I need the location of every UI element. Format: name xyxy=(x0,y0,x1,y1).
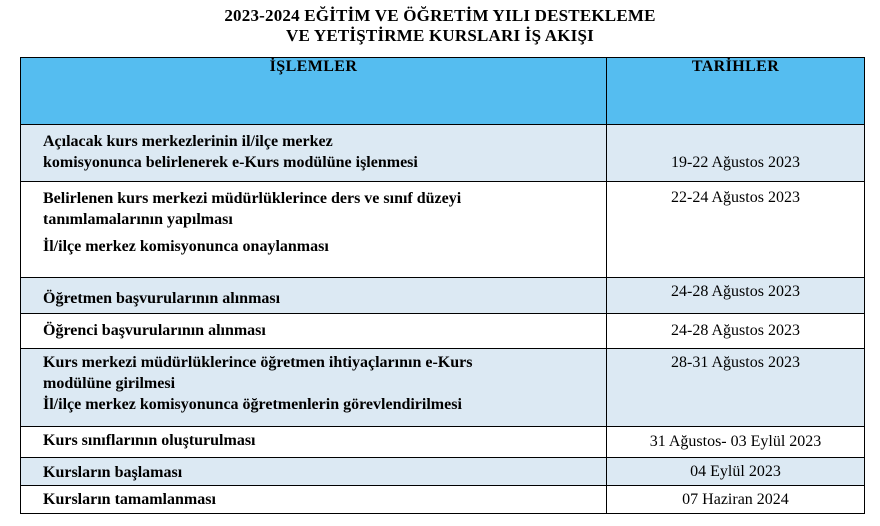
date-cell xyxy=(607,458,865,486)
operation-line: Kurs sınıflarının oluşturulması xyxy=(43,432,256,449)
operation-line: tanımlamalarının yapılması xyxy=(43,211,233,228)
operation-cell xyxy=(21,458,607,486)
date-text: 24-28 Ağustos 2023 xyxy=(671,283,800,300)
operation-line: İl/ilçe merkez komisyonunca onaylanması xyxy=(43,238,329,255)
operation-cell xyxy=(21,182,607,278)
table-row xyxy=(21,458,865,486)
date-text: 31 Ağustos- 03 Eylül 2023 xyxy=(649,433,822,450)
operation-line: İl/ilçe merkez komisyonunca öğretmenlerin görevlendirilmesi xyxy=(43,396,462,413)
date-text: 24-28 Ağustos 2023 xyxy=(671,322,800,339)
operation-cell xyxy=(21,314,607,349)
date-text: 19-22 Ağustos 2023 xyxy=(671,154,800,171)
operation-cell xyxy=(21,349,607,427)
header-dates: TARİHLER xyxy=(607,58,865,125)
table-row xyxy=(21,182,865,278)
operation-line: Öğrenci başvurularının alınması xyxy=(43,322,266,339)
date-cell xyxy=(607,349,865,427)
operation-line: Kursların tamamlanması xyxy=(43,491,216,508)
operation-cell xyxy=(21,125,607,182)
title-line-1: 2023-2024 EĞİTİM VE ÖĞRETİM YILI DESTEKLEME xyxy=(224,6,656,25)
date-text: 04 Eylül 2023 xyxy=(690,463,781,480)
date-cell xyxy=(607,278,865,314)
table-row xyxy=(21,278,865,314)
date-text: 22-24 Ağustos 2023 xyxy=(671,189,800,206)
table-row xyxy=(21,349,865,427)
operation-line: Belirlenen kurs merkezi müdürlüklerince ders ve sınıf düzeyi xyxy=(43,190,462,207)
header-operations: İŞLEMLER xyxy=(21,58,607,125)
table-row xyxy=(21,125,865,182)
date-cell xyxy=(607,125,865,182)
table-row xyxy=(21,486,865,514)
operation-line: Kursların başlaması xyxy=(43,464,183,481)
operation-line: Açılacak kurs merkezlerinin il/ilçe merkez xyxy=(43,133,333,150)
operation-line: komisyonunca belirlenerek e-Kurs modülüne işlenmesi xyxy=(43,154,418,171)
date-text: 28-31 Ağustos 2023 xyxy=(671,354,800,371)
date-cell xyxy=(607,182,865,278)
date-text: 07 Haziran 2024 xyxy=(682,491,789,508)
title-line-2: VE YETİŞTİRME KURSLARI İŞ AKIŞI xyxy=(286,26,594,45)
date-cell xyxy=(607,427,865,458)
operation-line: modülüne girilmesi xyxy=(43,375,176,392)
operation-cell xyxy=(21,486,607,514)
operation-line: Öğretmen başvurularının alınması xyxy=(43,290,281,307)
workflow-table xyxy=(20,57,865,514)
operation-cell xyxy=(21,278,607,314)
document-title xyxy=(0,6,880,46)
date-cell xyxy=(607,486,865,514)
table-row xyxy=(21,314,865,349)
operation-cell xyxy=(21,427,607,458)
operation-line: Kurs merkezi müdürlüklerince öğretmen ihtiyaçlarının e-Kurs xyxy=(43,354,473,371)
date-cell xyxy=(607,314,865,349)
table-row xyxy=(21,427,865,458)
table-header-row xyxy=(21,58,865,125)
